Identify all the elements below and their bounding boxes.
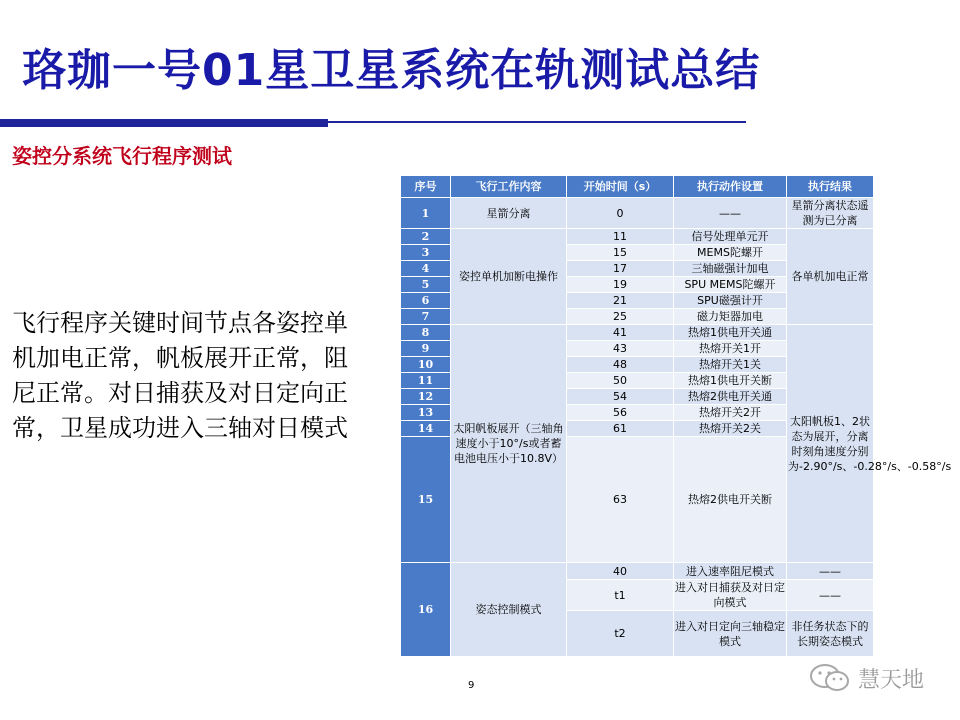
row-action: 热熔1供电开关通 [674,325,787,341]
flight-program-table [400,175,952,657]
row-time: t2 [567,611,674,657]
header-content: 飞行工作内容 [451,176,567,198]
table-row [401,198,874,229]
row-result: —— [787,580,874,611]
row-no: 14 [401,421,451,437]
section-subtitle: 姿控分系统飞行程序测试 [12,144,232,168]
table-header-row [401,176,874,198]
row-result: 各单机加电正常 [787,229,874,325]
row-time: t1 [567,580,674,611]
row-result: 星箭分离状态遥测为已分离 [787,198,874,229]
row-time: 63 [567,437,674,563]
row-result: 太阳帆板1、2状态为展开，分离时刻角速度分别为-2.90°/s、-0.28°/s、-0.58°/s [787,325,874,563]
row-no: 8 [401,325,451,341]
row-action: 热熔开关1关 [674,357,787,373]
row-content: 星箭分离 [451,198,567,229]
row-no: 9 [401,341,451,357]
row-time: 41 [567,325,674,341]
row-no: 15 [401,437,451,563]
row-action: SPU磁强计开 [674,293,787,309]
title-underline-thin [328,121,746,123]
row-no: 10 [401,357,451,373]
row-action: 信号处理单元开 [674,229,787,245]
row-action: 热熔开关2开 [674,405,787,421]
row-no: 11 [401,373,451,389]
row-action: 进入对日捕获及对日定向模式 [675,581,785,609]
row-time: 43 [567,341,674,357]
row-action: —— [674,198,787,229]
row-time: 0 [567,198,674,229]
row-action: 磁力矩器加电 [674,309,787,325]
row-no: 7 [401,309,451,325]
row-time: 17 [567,261,674,277]
row-action: 进入速率阻尼模式 [674,563,787,580]
row-content: 姿控单机加断电操作 [451,229,567,325]
row-time: 21 [567,293,674,309]
row-result: 非任务状态下的长期姿态模式 [787,611,874,657]
slide-title: 珞珈一号01星卫星系统在轨测试总结 [22,45,761,96]
row-action: 热熔1供电开关断 [674,373,787,389]
row-time: 40 [567,563,674,580]
row-no: 5 [401,277,451,293]
row-time: 19 [567,277,674,293]
watermark-text: 慧天地 [858,667,925,693]
row-action: 热熔开关1开 [674,341,787,357]
row-no: 12 [401,389,451,405]
table-row [401,325,874,341]
row-no: 3 [401,245,451,261]
row-action: SPU MEMS陀螺开 [674,277,787,293]
row-no: 16 [401,563,451,657]
summary-text: 飞行程序关键时间节点各姿控单机加电正常，帆板展开正常，阻尼正常。对日捕获及对日定向正常，卫星成功进入三轴对日模式 [12,309,348,442]
row-time: 61 [567,421,674,437]
header-start-time: 开始时间（s） [567,176,674,198]
row-content: 太阳帆板展开（三轴角速度小于10°/s或者蓄电池电压小于10.8V） [451,325,567,563]
row-action: 热熔2供电开关通 [674,389,787,405]
slide-number: 9 [468,680,475,691]
row-time: 54 [567,389,674,405]
row-time: 11 [567,229,674,245]
row-time: 56 [567,405,674,421]
row-no: 4 [401,261,451,277]
row-no: 1 [401,198,451,229]
row-action: 热熔开关2关 [674,421,787,437]
row-time: 48 [567,357,674,373]
watermark [808,660,924,696]
row-no: 13 [401,405,451,421]
row-time: 50 [567,373,674,389]
header-result: 执行结果 [787,176,874,198]
row-content: 姿态控制模式 [451,563,567,657]
row-time: 15 [567,245,674,261]
table-row [401,563,874,580]
wechat-icon [808,663,852,693]
row-no: 6 [401,293,451,309]
row-action: 热熔2供电开关断 [674,437,787,563]
header-action: 执行动作设置 [674,176,787,198]
row-result: —— [787,563,874,580]
row-action: 三轴磁强计加电 [674,261,787,277]
row-action: MEMS陀螺开 [674,245,787,261]
table-row [401,229,874,245]
header-no: 序号 [401,176,451,198]
row-time: 25 [567,309,674,325]
row-action: 进入对日定向三轴稳定模式 [674,611,787,657]
row-no: 2 [401,229,451,245]
title-underline-thick [0,119,328,127]
